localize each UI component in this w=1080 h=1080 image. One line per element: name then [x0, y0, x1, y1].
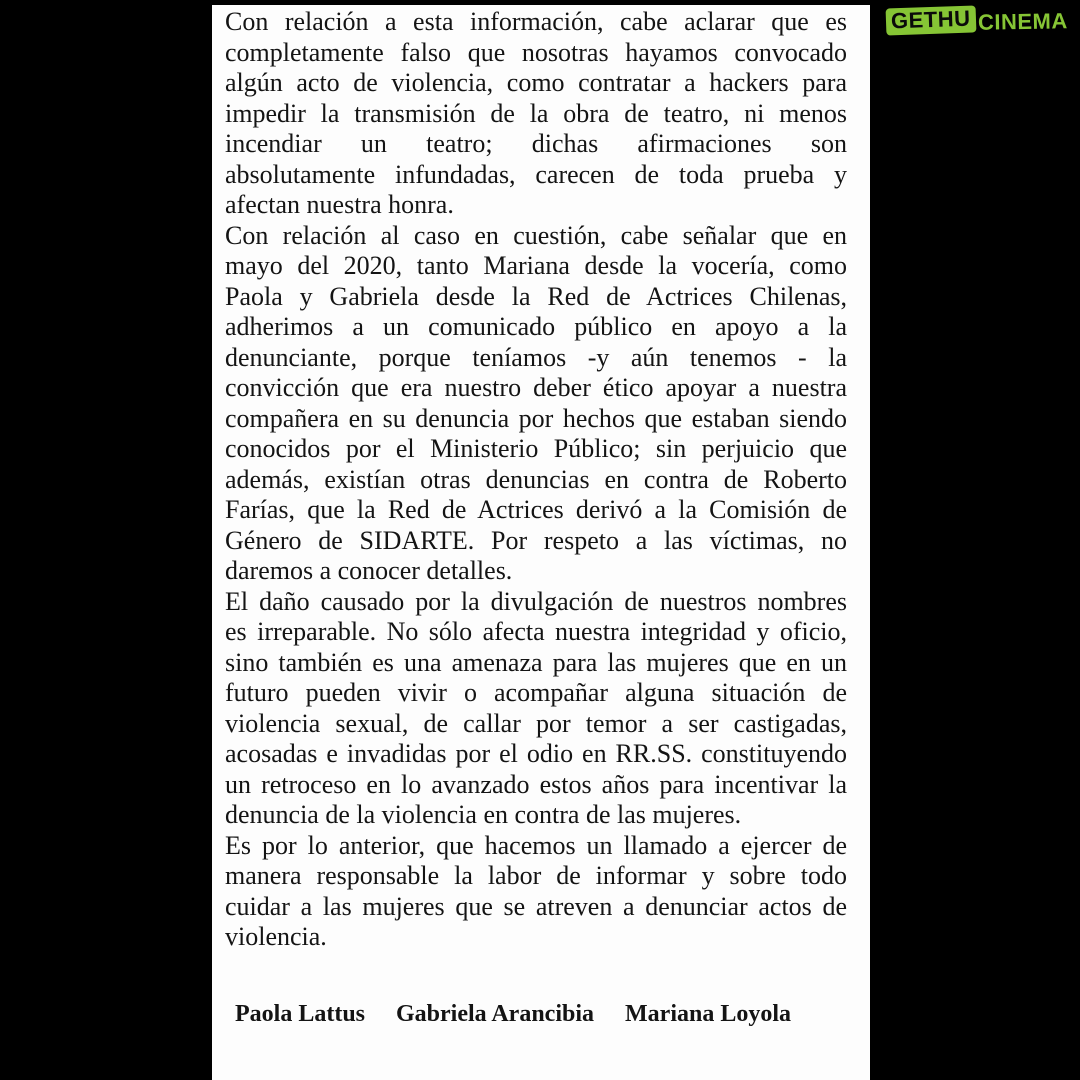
text-line: compañera en su denuncia por hechos que estaban siendo — [225, 403, 847, 433]
text-line: incendiar un teatro; dichas afirmaciones son — [225, 129, 847, 158]
paragraph-2 — [225, 221, 847, 587]
signature-name-mariana-loyola: Mariana Loyola — [625, 1000, 792, 1027]
text-line: Paola y Gabriela desde la Red de Actrices Chilenas, — [225, 281, 847, 311]
text-line: El daño causado por la divulgación de nuestros nombres — [225, 586, 847, 616]
text-line: Con relación al caso en cuestión, cabe señalar que en — [225, 220, 847, 250]
text-line: algún acto de violencia, como contratar a hackers para — [225, 68, 847, 97]
text-line: conocidos por el Ministerio Público; sin perjuicio que — [225, 434, 847, 463]
text-line: un retroceso en lo avanzado estos años para incentivar la — [225, 769, 847, 799]
signature-name-gabriela-arancibia: Gabriela Arancibia — [396, 1000, 595, 1027]
text-line: Con relación a esta información, cabe aclarar que es — [225, 7, 847, 36]
text-line: futuro pueden vivir o acompañar alguna situación de — [225, 678, 847, 707]
gethucinema-watermark — [886, 7, 1068, 34]
text-line: es irreparable. No sólo afecta nuestra integridad y oficio, — [225, 617, 847, 646]
text-line: mayo del 2020, tanto Mariana desde la vocería, como — [225, 251, 847, 280]
text-line: adherimos a un comunicado público en apoyo a la — [225, 312, 847, 341]
text-line: sino también es una amenaza para las mujeres que en un — [225, 647, 847, 677]
text-line: cuidar a las mujeres que se atreven a denunciar actos de — [225, 891, 847, 921]
paragraph-1 — [225, 7, 847, 221]
statement-page — [212, 5, 870, 1080]
text-line: denunciante, porque teníamos -y aún tenemos - la — [225, 342, 847, 372]
text-line: Es por lo anterior, que hacemos un llamado a ejercer de — [225, 830, 847, 860]
signature-name-paola-lattus: Paola Lattus — [235, 1000, 366, 1027]
paragraph-4 — [225, 831, 847, 953]
text-line: manera responsable la labor de informar y sobre todo — [225, 861, 847, 890]
signature-row — [225, 999, 847, 1030]
watermark-cinema-text: CINEMA — [977, 7, 1069, 35]
text-line: Género de SIDARTE. Por respeto a las víctimas, no — [225, 525, 847, 555]
watermark-gethu-badge: GETHU — [885, 5, 975, 35]
paragraph-3 — [225, 587, 847, 831]
text-line: daremos a conocer detalles. — [225, 556, 513, 585]
text-line: violencia. — [225, 922, 327, 951]
text-line: además, existían otras denuncias en contra de Roberto — [225, 464, 847, 494]
text-line: afectan nuestra honra. — [225, 190, 454, 219]
text-line: convicción que era nuestro deber ético apoyar a nuestra — [225, 373, 847, 402]
text-line: completamente falso que nosotras hayamos convocado — [225, 37, 847, 67]
text-line: absolutamente infundadas, carecen de toda prueba y — [225, 159, 847, 189]
text-line: denuncia de la violencia en contra de las mujeres. — [225, 800, 742, 829]
statement-text-column — [225, 7, 847, 1029]
text-line: violencia sexual, de callar por temor a ser castigadas, — [225, 708, 847, 738]
text-line: impedir la transmisión de la obra de teatro, ni menos — [225, 98, 847, 128]
text-line: Farías, que la Red de Actrices derivó a la Comisión de — [225, 495, 847, 524]
text-line: acosadas e invadidas por el odio en RR.SS. constituyendo — [225, 739, 847, 768]
